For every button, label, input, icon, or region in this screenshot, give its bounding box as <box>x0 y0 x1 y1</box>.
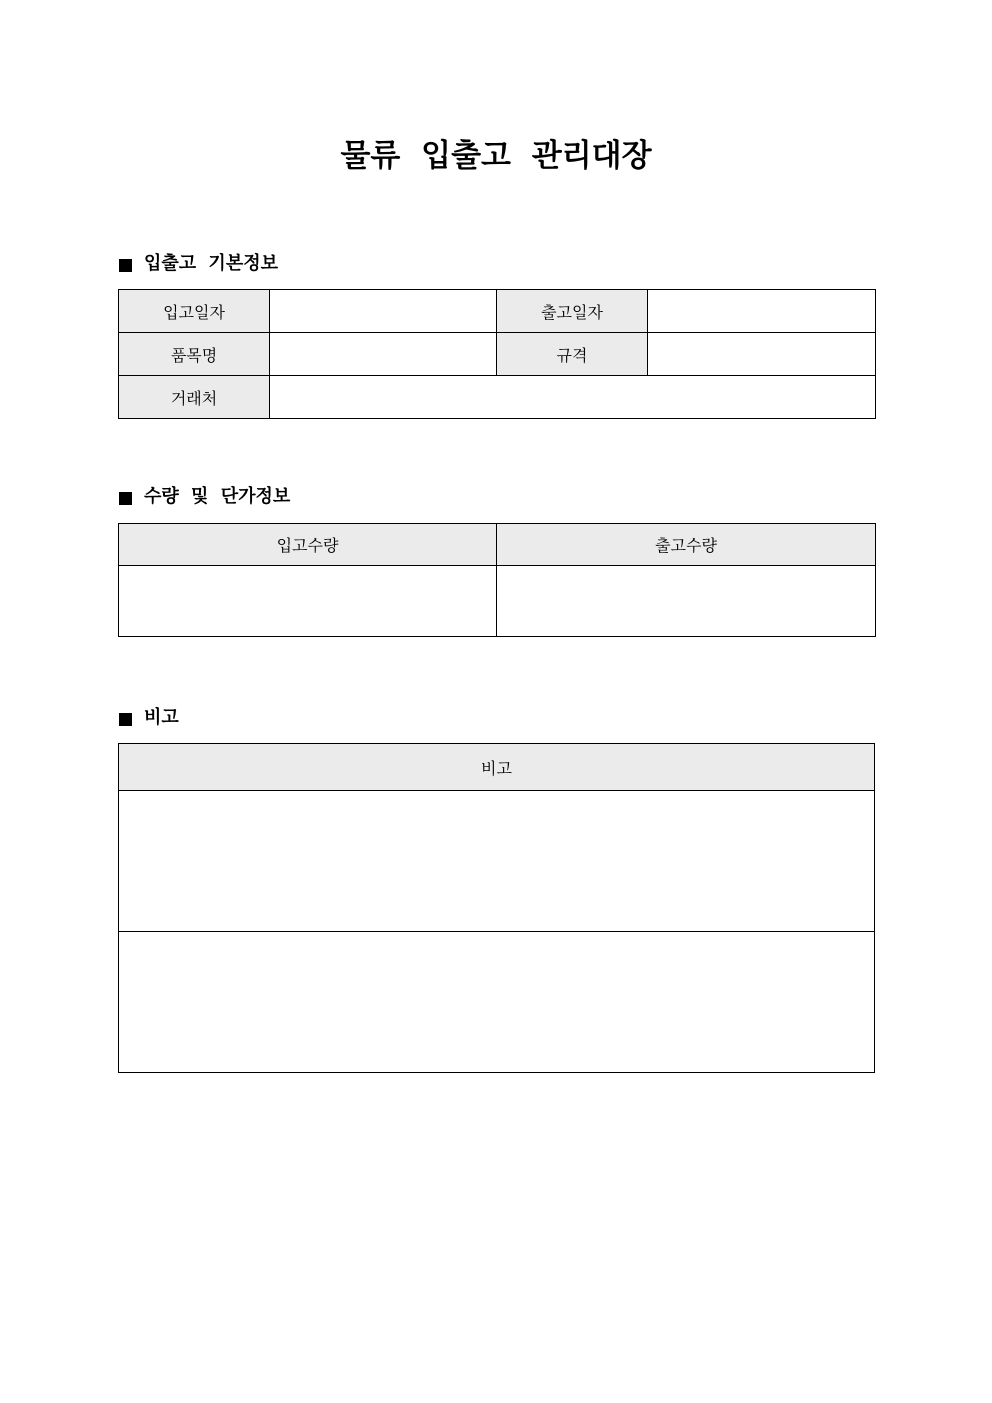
table-row <box>119 932 875 1073</box>
item-name-field[interactable] <box>270 333 497 376</box>
out-qty-field[interactable] <box>497 566 876 637</box>
remarks-table <box>118 743 875 1073</box>
remarks-field-1[interactable] <box>119 791 875 932</box>
page-title: 물류 입출고 관리대장 <box>340 138 652 174</box>
remarks-field-2[interactable] <box>119 932 875 1073</box>
square-bullet-icon <box>119 492 132 505</box>
in-date-label: 입고일자 <box>119 290 270 333</box>
table-row <box>119 566 876 637</box>
table-header-row <box>119 524 876 566</box>
table-row <box>119 791 875 932</box>
client-label: 거래처 <box>119 376 270 419</box>
in-qty-field[interactable] <box>119 566 497 637</box>
section-heading-quantity <box>119 485 290 509</box>
table-row <box>119 333 876 376</box>
table-row <box>119 376 876 419</box>
out-qty-header: 출고수량 <box>497 524 876 566</box>
square-bullet-icon <box>119 259 132 272</box>
square-bullet-icon <box>119 713 132 726</box>
table-header-row <box>119 744 875 791</box>
spec-field[interactable] <box>648 333 876 376</box>
section-heading-remarks <box>119 706 179 730</box>
section-heading-basic <box>119 252 278 276</box>
out-date-field[interactable] <box>648 290 876 333</box>
basic-info-table <box>118 289 876 419</box>
remarks-header: 비고 <box>119 744 875 791</box>
section-heading-basic-text: 입출고 기본정보 <box>144 253 278 274</box>
item-name-label: 품목명 <box>119 333 270 376</box>
table-row <box>119 290 876 333</box>
section-heading-quantity-text: 수량 및 단가정보 <box>144 486 291 507</box>
client-field[interactable] <box>270 376 876 419</box>
in-qty-header: 입고수량 <box>119 524 497 566</box>
section-heading-remarks-text: 비고 <box>144 707 179 728</box>
in-date-field[interactable] <box>270 290 497 333</box>
quantity-table <box>118 523 876 637</box>
out-date-label: 출고일자 <box>497 290 648 333</box>
spec-label: 규격 <box>497 333 648 376</box>
